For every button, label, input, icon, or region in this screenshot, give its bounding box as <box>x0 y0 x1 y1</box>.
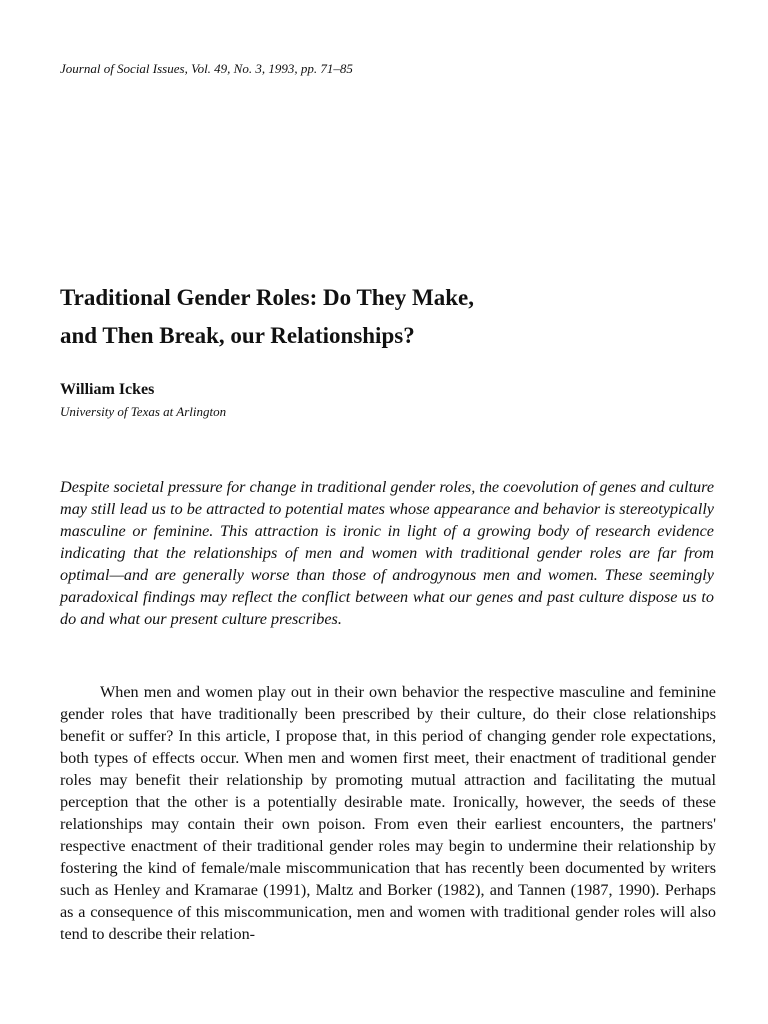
author-affiliation: University of Texas at Arlington <box>60 404 227 419</box>
body-paragraph: When men and women play out in their own behavior the respective masculine and feminine gender roles that have traditionally been prescribed by their culture, do their close relationships benefit or suffer? In this article, I propose that, in this period of changing gender role expectations, both types of effects occur. When men and women first meet, their enactment of traditional gender roles may benefit their relationship by promoting mutual attraction and facilitating the mutual perception that the other is a potentially desirable mate. Ironically, however, the seeds of these relationships may contain their own poison. From even their earliest encounters, the partners' respective enactment of their traditional gender roles may begin to undermine their relationship by fostering the kind of female/male miscommunication that has recently been documented by writers such as Henley and Kramarae (1991), Maltz and Borker (1982), and Tannen (1987, 1990). Perhaps as a consequence of this miscommunication, men and women with traditional gender roles will also tend to describe their relation- <box>60 683 716 943</box>
article-title <box>60 279 720 355</box>
author-name: William Ickes <box>60 381 155 398</box>
article-title-line-1: Traditional Gender Roles: Do They Make, <box>60 285 474 310</box>
article-title-line-2: and Then Break, our Relationships? <box>60 323 415 348</box>
journal-reference: Journal of Social Issues, Vol. 49, No. 3, 1993, pp. 71–85 <box>60 61 353 76</box>
abstract: Despite societal pressure for change in traditional gender roles, the coevolution of genes and culture may still lead us to be attracted to potential mates whose appearance and behavior is stereotypically masculine or feminine. This attraction is ironic in light of a growing body of research evidence indicating that the relationships of men and women with traditional gender roles are far from optimal—and are generally worse than those of androgynous men and women. These seemingly paradoxical findings may reflect the conflict between what our genes and past culture dispose us to do and what our present culture prescribes. <box>60 478 714 628</box>
